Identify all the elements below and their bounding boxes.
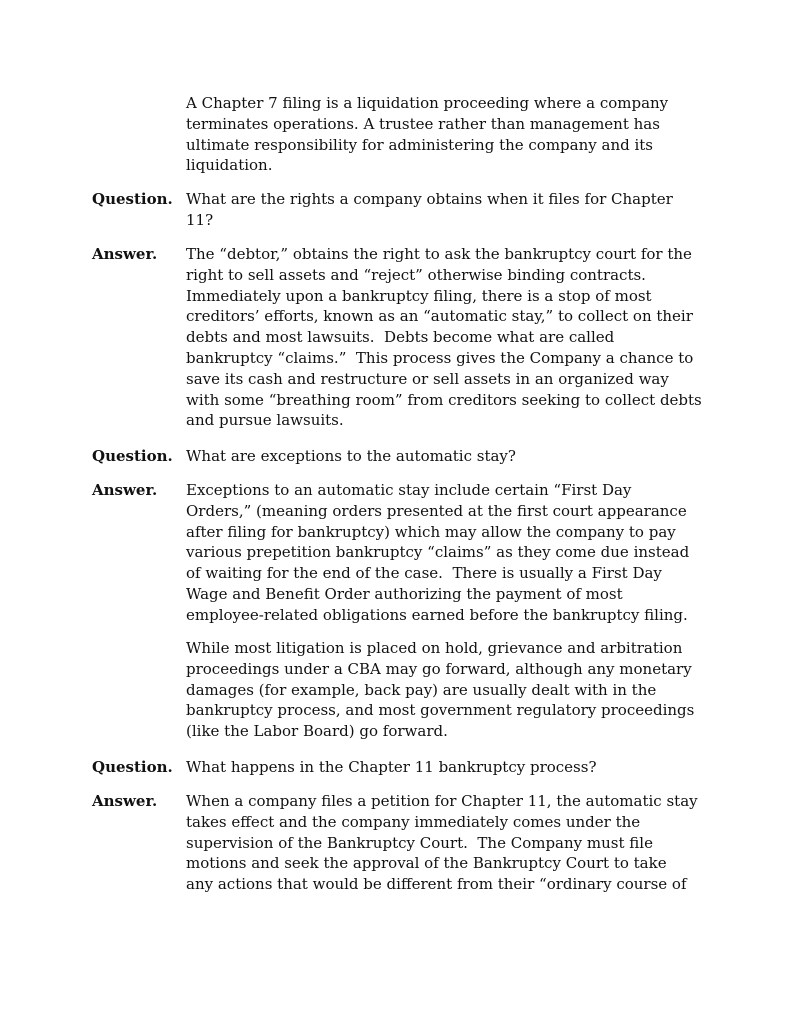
text-line: bankruptcy “claims.” This process gives the Company a chance to (186, 348, 694, 367)
answer-text (186, 480, 706, 626)
text-line: What are the rights a company obtains when it files for Chapter (186, 190, 673, 208)
text-line: What happens in the Chapter 11 bankruptcy process? (186, 758, 597, 776)
answer-text (186, 791, 706, 895)
intro-paragraph (186, 93, 706, 176)
answer-label: Answer. (92, 481, 158, 499)
text-line: of waiting for the end of the case. There is usually a First Day (186, 564, 662, 583)
text-line: The “debtor,” obtains the right to ask the bankruptcy court for the (186, 245, 692, 263)
intro-line: liquidation. (186, 156, 273, 175)
text-line: When a company files a petition for Chapter 11, the automatic stay (186, 792, 698, 810)
text-line: debts and most lawsuits. Debts become what are called (186, 328, 615, 347)
question-text (186, 757, 706, 778)
text-line: motions and seek the approval of the Bankruptcy Court to take (186, 854, 667, 873)
question-label: Question. (92, 190, 173, 208)
text-line: save its cash and restructure or sell assets in an organized way (186, 369, 669, 388)
text-line: While most litigation is placed on hold, grievance and arbitration (186, 639, 683, 657)
question-text (186, 446, 706, 467)
text-line: Orders,” (meaning orders presented at the first court appearance (186, 501, 687, 520)
intro-line: terminates operations. A trustee rather than management has (186, 114, 660, 133)
text-line: (like the Labor Board) go forward. (186, 722, 448, 741)
text-line: proceedings under a CBA may go forward, although any monetary (186, 659, 692, 678)
text-line: Wage and Benefit Order authorizing the payment of most (186, 584, 623, 603)
text-line: 11? (186, 210, 214, 229)
answer-label: Answer. (92, 245, 158, 263)
text-line: What are exceptions to the automatic stay? (186, 447, 516, 465)
text-line: bankruptcy process, and most government regulatory proceedings (186, 701, 695, 720)
text-line: creditors’ efforts, known as an “automatic stay,” to collect on their (186, 307, 693, 326)
question-label: Question. (92, 758, 173, 776)
text-line: damages (for example, back pay) are usually dealt with in the (186, 680, 657, 699)
answer-text-continued (186, 638, 706, 742)
question-text (186, 189, 706, 231)
answer-label: Answer. (92, 792, 158, 810)
text-line: any actions that would be different from their “ordinary course of (186, 875, 687, 894)
intro-line: ultimate responsibility for administering the company and its (186, 135, 653, 154)
text-line: after filing for bankruptcy) which may allow the company to pay (186, 522, 676, 541)
text-line: Exceptions to an automatic stay include certain “First Day (186, 481, 632, 499)
answer-text (186, 244, 706, 431)
text-line: with some “breathing room” from creditors seeking to collect debts (186, 390, 702, 409)
text-line: right to sell assets and “reject” otherwise binding contracts. (186, 265, 646, 284)
text-line: employee-related obligations earned before the bankruptcy filing. (186, 605, 688, 624)
text-line: and pursue lawsuits. (186, 411, 344, 430)
intro-line: A Chapter 7 filing is a liquidation proceeding where a company (186, 94, 669, 112)
text-line: various prepetition bankruptcy “claims” as they come due instead (186, 543, 690, 562)
text-line: takes effect and the company immediately comes under the (186, 812, 641, 831)
question-label: Question. (92, 447, 173, 465)
text-line: Immediately upon a bankruptcy filing, there is a stop of most (186, 286, 652, 305)
text-line: supervision of the Bankruptcy Court. The Company must file (186, 833, 653, 852)
